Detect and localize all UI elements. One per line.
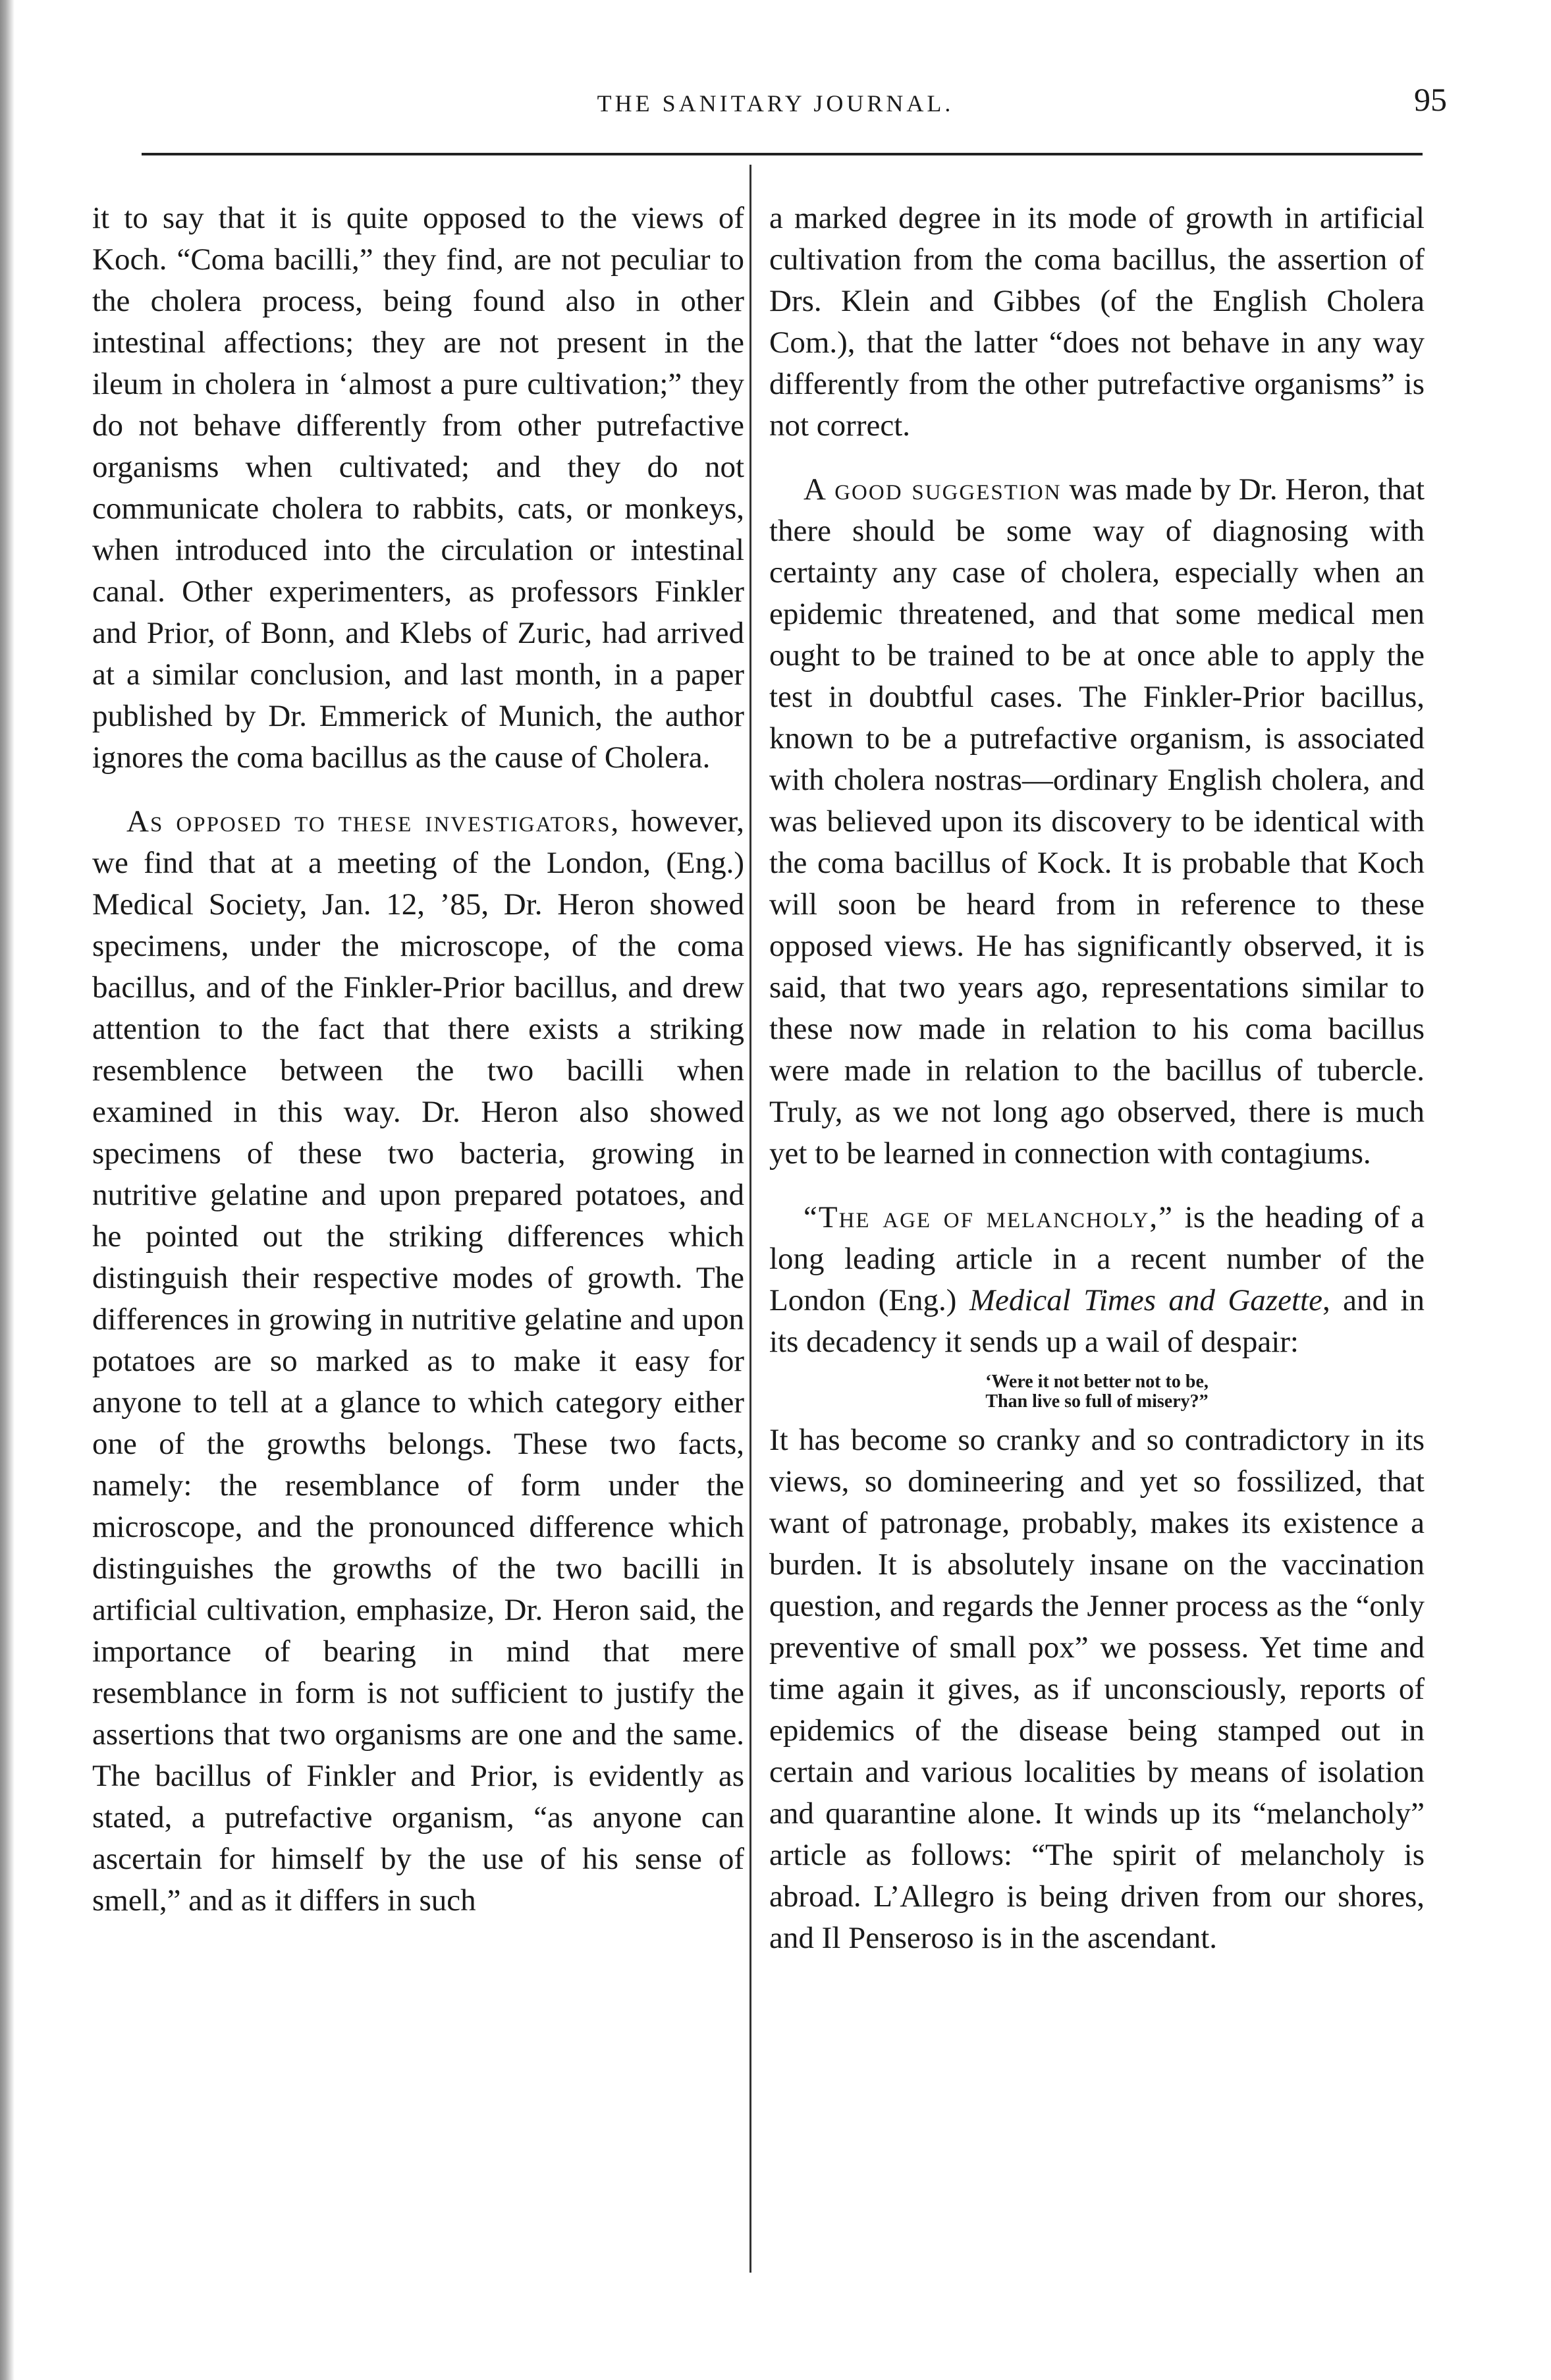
section-lead-opposed: As opposed to these investigators, — [126, 804, 620, 839]
verse-line-1: ‘Were it not better not to be, — [985, 1371, 1209, 1392]
right-paragraph-4: It has become so cranky and so contradictory in its views, so domineering and yet so fossilized, that want of patronage, probably, makes its existence a burden. It is absolutely insane on the vaccination question, and regards the Jenner process as the “only preventive of small pox” we possess. Yet time and time again it gives, as if unconsciously, reports of epidemics of the disease being stamped out in certain and various localities by means of isolation and quarantine alone. It winds up its “melancholy” article as follows: “The spirit of melancholy is abroad. L’Allegro is being driven from our shores, and Il Penseroso is in the ascendant. — [769, 1423, 1425, 1955]
verse-quote — [769, 1372, 1425, 1412]
running-title: THE SANITARY JOURNAL. — [597, 90, 954, 117]
journal-title: Medical Times and Gazette — [969, 1283, 1322, 1317]
right-paragraph-3-body-a: is the heading of a long leading article in a recent number of the London (Eng.) — [769, 1200, 1425, 1317]
verse-line-2: Than live so full of misery?” — [985, 1391, 1209, 1412]
right-paragraph-3 — [769, 1197, 1425, 1363]
left-column — [92, 198, 744, 1944]
right-paragraph-2-body: was made by Dr. Heron, that there should be some way of diagnosing with certainty any case of cholera, especially when an epidemic threatened, and that some medical men ought to be trained to be at once able to apply the test in doubtful cases. The Finkler-Prior bacillus, known to be a putrefactive organism, is associated with cholera nostras—ordinary English cholera, and was believed upon its discovery to be identical with the coma bacillus of Kock. It is probable that Koch will soon be heard from in reference to these opposed views. He has significantly observed, it is said, that two years ago, representations similar to these now made in relation to his coma bacillus were made in relation to the bacillus of tubercle. Truly, as we not long ago observed, there is much yet to be learned in connection with contagiums. — [769, 472, 1425, 1171]
left-paragraph-2-body: however, we find that at a meeting of the London, (Eng.) Medical Society, Jan. 12, ’85, Dr. Heron showed specimens, under the microscope, of the coma bacillus, and of the Finkler-Prior bacillus, and drew attention to the fact that there exists a striking resemblence between the two bacilli when examined in this way. Dr. Heron also showed specimens of these two bacteria, growing in nutritive gelatine and upon prepared potatoes, and he pointed out the striking differences which distinguish their respective modes of growth. The differences in growing in nutritive gelatine and upon potatoes are so marked as to make it easy for anyone to tell at a glance to which category either one of the growths belongs. These two facts, namely: the resemblance of form under the microscope, and the pronounced difference which distinguishes the growths of the two bacilli in artificial cultivation, emphasize, Dr. Heron said, the importance of bearing in mind that mere resemblance in form is not sufficient to justify the assertions that two organisms are one and the same. The bacillus of Finkler and Prior, is evidently as stated, a putrefactive organism, “as anyone can ascertain for himself by the use of his sense of smell,” and as it differs in such — [92, 804, 744, 1918]
left-paragraph-1: it to say that it is quite opposed to the views of Koch. “Coma bacilli,” they find, are not peculiar to the cholera process, being found also in other intestinal affections; they are not present in the ileum in cholera in ‘almost a pure cultivation;” they do not behave differently from other putrefactive organisms when cultivated; and they do not communicate cholera to rabbits, cats, or monkeys, when introduced into the circulation or intestinal canal. Other experimenters, as professors Finkler and Prior, of Bonn, and Klebs of Zuric, had arrived at a similar conclusion, and last month, in a paper published by Dr. Emmerick of Munich, the author ignores the coma bacillus as the cause of Cholera. — [92, 201, 744, 775]
column-divider — [749, 165, 751, 2273]
right-paragraph-2 — [769, 469, 1425, 1175]
page-number: 95 — [1414, 81, 1447, 118]
section-lead-melancholy: “The age of melancholy,” — [803, 1200, 1174, 1234]
left-paragraph-2 — [92, 801, 744, 1922]
section-lead-suggestion: A good suggestion — [803, 472, 1062, 507]
scanned-page-edge — [0, 0, 14, 2380]
right-column — [769, 198, 1425, 1981]
header-rule — [142, 153, 1423, 155]
right-paragraph-3-body-b: , and in its decadency it sends up a wail of despair: — [769, 1283, 1425, 1359]
right-paragraph-1: a marked degree in its mode of growth in artificial cultivation from the coma bacillus, the assertion of Drs. Klein and Gibbes (of the English Cholera Com.), that the latter “does not behave in any way differently from the other putrefactive organisms” is not correct. — [769, 201, 1425, 443]
